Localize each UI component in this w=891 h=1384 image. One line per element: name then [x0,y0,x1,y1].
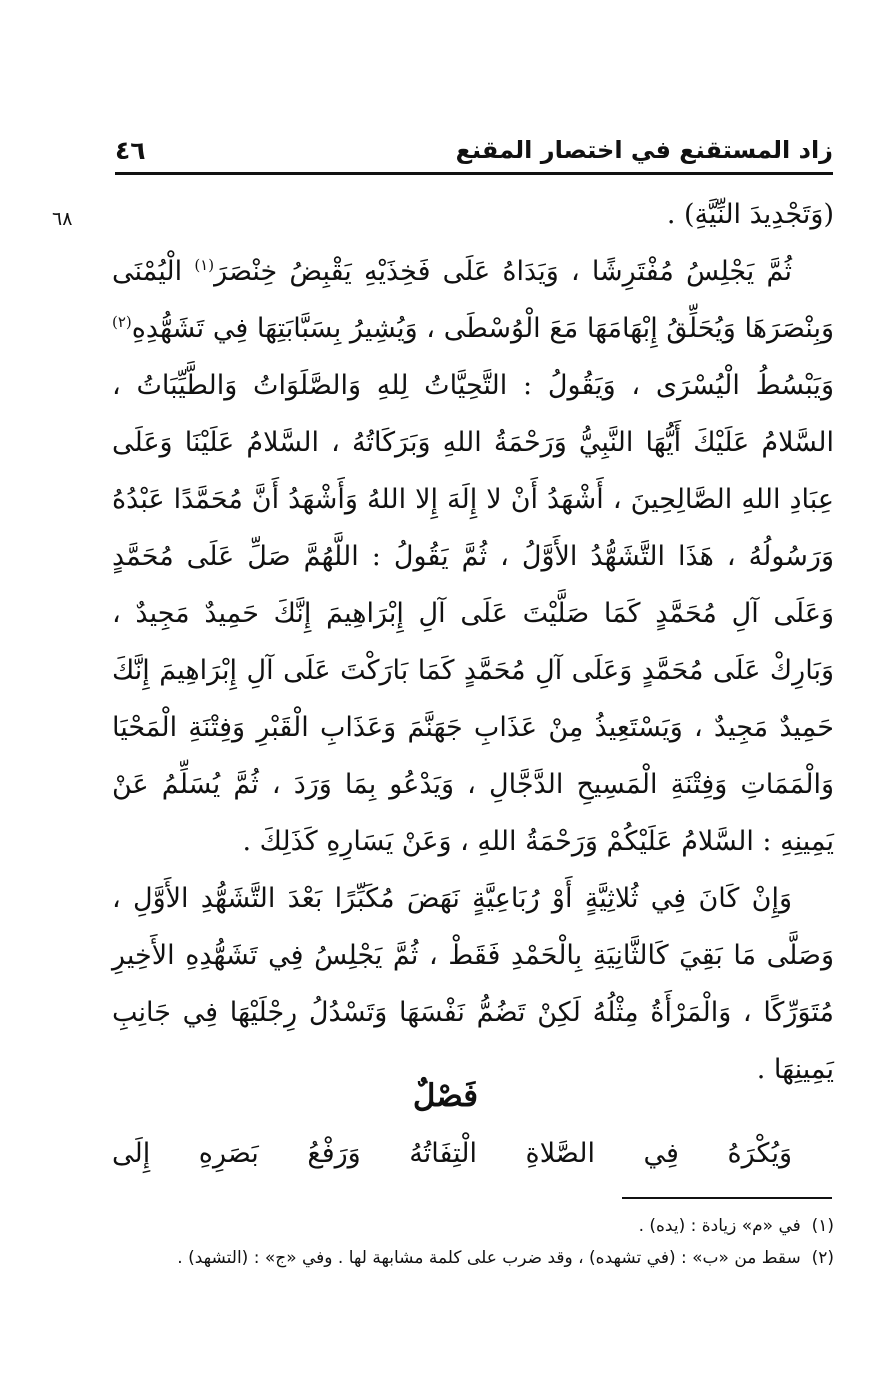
footnote-2 [112,1242,834,1274]
main-text [112,186,834,1098]
footnote-1-number: (١) [811,1216,834,1236]
paragraph-2-part-c: وَيَبْسُطُ الْيُسْرَى ، وَيَقُولُ : التَّحِيَّاتُ لِلهِ وَالصَّلَوَاتُ وَالطَّيِّبَاتُ ، السَّلامُ عَلَيْكَ أَيُّهَا النَّبِيُّ وَرَحْمَةُ اللهِ وَبَرَكَاتُهُ ، السَّلامُ عَلَيْنَا وَعَلَى عِبَادِ اللهِ الصَّالِحِينَ ، أَشْهَدُ أَنْ لا إِلَهَ إِلا اللهُ وَأَشْهَدُ أَنَّ مُحَمَّدًا عَبْدُهُ وَرَسُولُهُ ، هَذَا التَّشَهُّدُ الأَوَّلُ ، ثُمَّ يَقُولُ : اللَّهُمَّ صَلِّ عَلَى مُحَمَّدٍ وَعَلَى آلِ مُحَمَّدٍ كَمَا صَلَّيْتَ عَلَى آلِ إِبْرَاهِيمَ إِنَّكَ حَمِيدٌ مَجِيدٌ ، وَبَارِكْ عَلَى مُحَمَّدٍ وَعَلَى آلِ مُحَمَّدٍ كَمَا بَارَكْتَ عَلَى آلِ إِبْرَاهِيمَ إِنَّكَ حَمِيدٌ مَجِيدٌ ، وَيَسْتَعِيذُ مِنْ عَذَابِ جَهَنَّمَ وَعَذَابِ الْقَبْرِ وَفِتْنَةِ الْمَحْيَا وَالْمَمَاتِ وَفِتْنَةِ الْمَسِيحِ الدَّجَّالِ ، وَيَدْعُو بِمَا وَرَدَ ، ثُمَّ يُسَلِّمُ عَنْ يَمِينِهِ : السَّلامُ عَلَيْكُمْ وَرَحْمَةُ اللهِ ، وَعَنْ يَسَارِهِ كَذَلِكَ . [112,370,834,857]
paragraph-1: (وَتَجْدِيدَ النِّيَّةِ) . [666,199,834,230]
footnote-1-text: في «م» زيادة : (يده) . [638,1216,801,1236]
footnote-2-number: (٢) [811,1248,834,1268]
margin-number: ٦٨ [52,208,73,230]
running-header [115,128,833,175]
paragraph-4: وَيُكْرَهُ فِي الصَّلاةِ الْتِفَاتُهُ وَرَفْعُ بَصَرِهِ إِلَى [112,1138,792,1169]
footnote-marker-1[interactable]: (١) [194,256,215,274]
footnote-separator [622,1197,832,1199]
paragraph-3: وَإِنْ كَانَ فِي ثُلاثِيَّةٍ أَوْ رُبَاعِيَّةٍ نَهَضَ مُكَبِّرًا بَعْدَ التَّشَهُّدِ الأَوَّلِ ، وَصَلَّى مَا بَقِيَ كَالثَّانِيَةِ بِالْحَمْدِ فَقَطْ ، ثُمَّ يَجْلِسُ فِي تَشَهُّدِهِ الأَخِيرِ مُتَوَرِّكًا ، وَالْمَرْأَةُ مِثْلُهُ لَكِنْ تَضُمُّ نَفْسَهَا وَتَسْدُلُ رِجْلَيْهَا فِي جَانِبِ يَمِينِهَا . [112,883,834,1085]
footnote-2-text: سقط من «ب» : (في تشهده) ، وقد ضرب على كلمة مشابهة لها . وفي «ج» : (التشهد) . [177,1248,801,1268]
footnotes [112,1210,834,1274]
section-heading: فَصْلٌ [412,1078,479,1114]
paragraph-2-part-b: الْيُمْنَى وَبِنْصَرَهَا وَيُحَلِّقُ إِبْهَامَهَا مَعَ الْوُسْطَى ، وَيُشِيرُ بِسَبَّابَتِهَا فِي تَشَهُّدِهِ [112,256,834,344]
footnote-marker-2[interactable]: (٢) [112,313,132,331]
footnote-1 [112,1210,834,1242]
book-title: زاد المستقنع في اختصار المقنع [455,136,833,164]
paragraph-2 [112,243,834,870]
paragraph-2-part-a: ثُمَّ يَجْلِسُ مُفْتَرِشًا ، وَيَدَاهُ عَلَى فَخِذَيْهِ يَقْبِضُ خِنْصَرَ [214,256,792,287]
page-number: ٤٦ [115,135,146,165]
